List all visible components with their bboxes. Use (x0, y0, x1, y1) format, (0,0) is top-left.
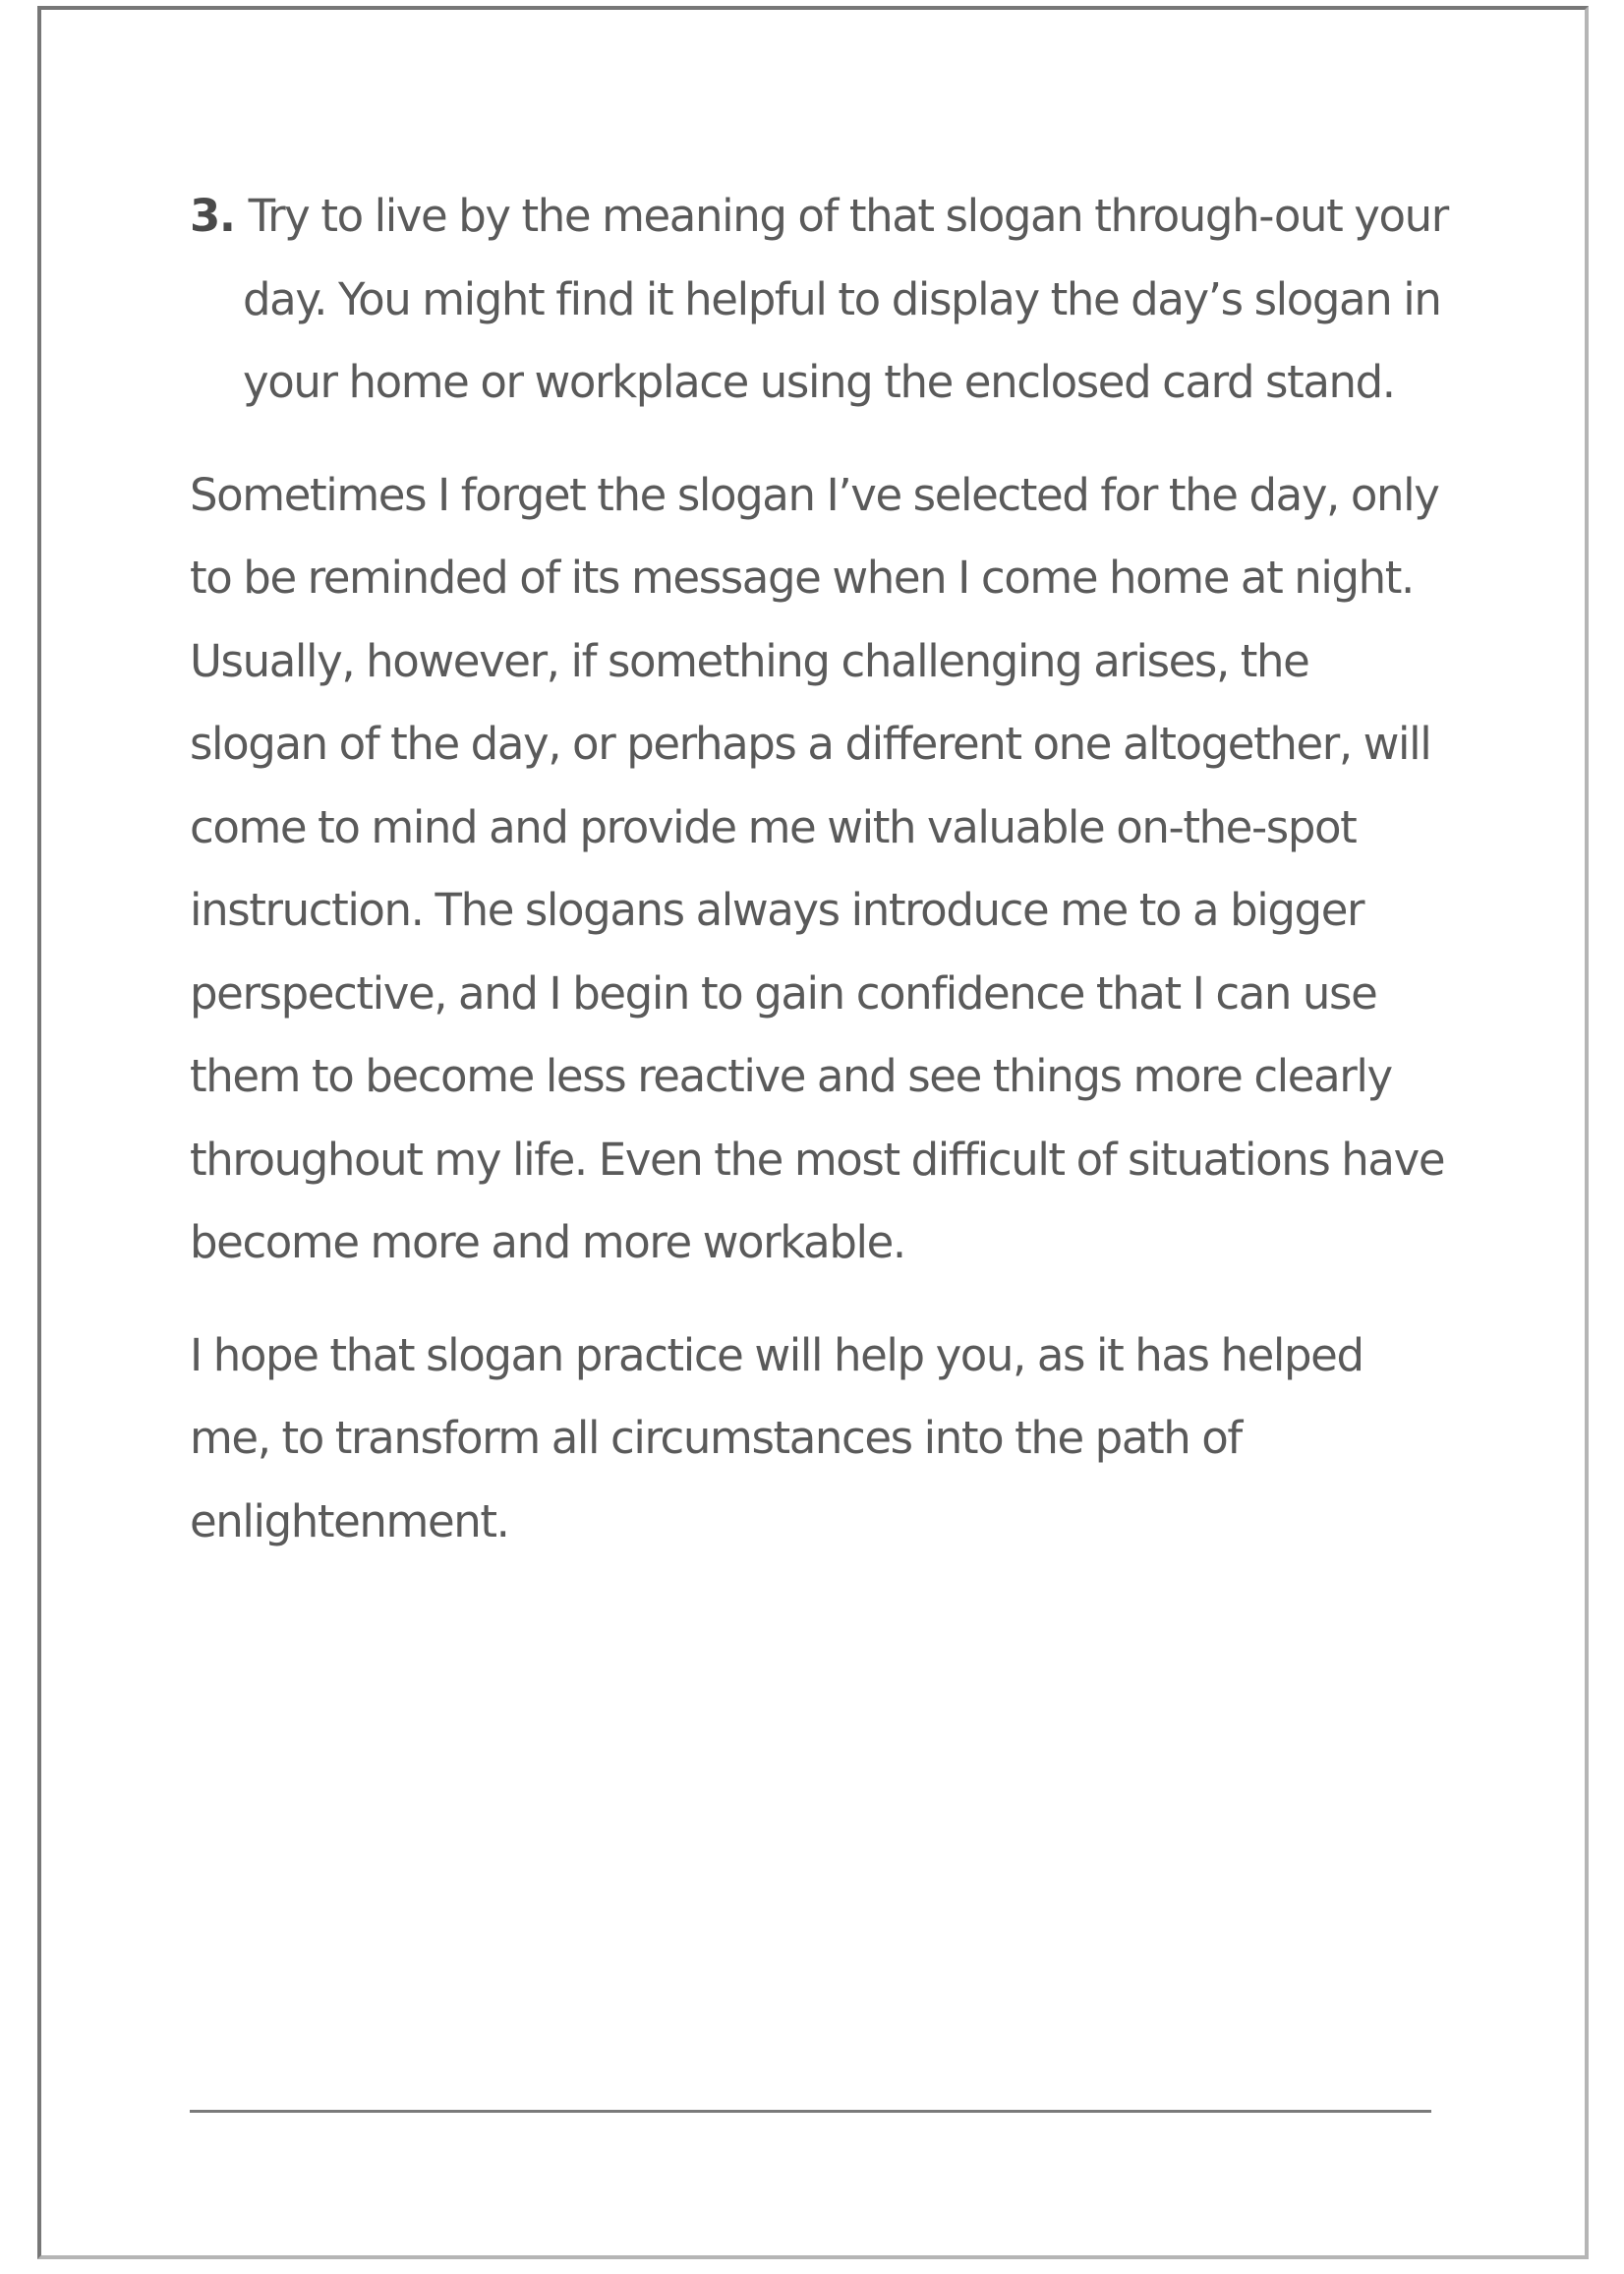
closing-paragraph: I hope that slogan practice will help you, as it has helped me, to transform all circumstances into the path of enlightenment. (190, 1328, 1363, 1547)
page-content (190, 175, 1448, 1593)
body-paragraph: Sometimes I forget the slogan I’ve selected for the day, only to be reminded of its message when I come home at night. Usually, however, if something challenging arises, the slogan of the day, or perhaps a different one altogether, will come to mind and provide me with valuable on-the-spot instruction. The slogans always introduce me to a bigger perspective, and I begin to gain confidence that I can use them to become less reactive and see things more clearly throughout my life. Even the most difficult of situations have become more and more workable. (190, 468, 1445, 1268)
numbered-step (190, 175, 1448, 425)
step-number: 3. (190, 190, 235, 242)
footer-divider (190, 2110, 1431, 2113)
step-text: Try to live by the meaning of that slogan through-out your day. You might find it helpful to display the day’s slogan in your home or workplace using the enclosed card stand. (243, 190, 1448, 408)
